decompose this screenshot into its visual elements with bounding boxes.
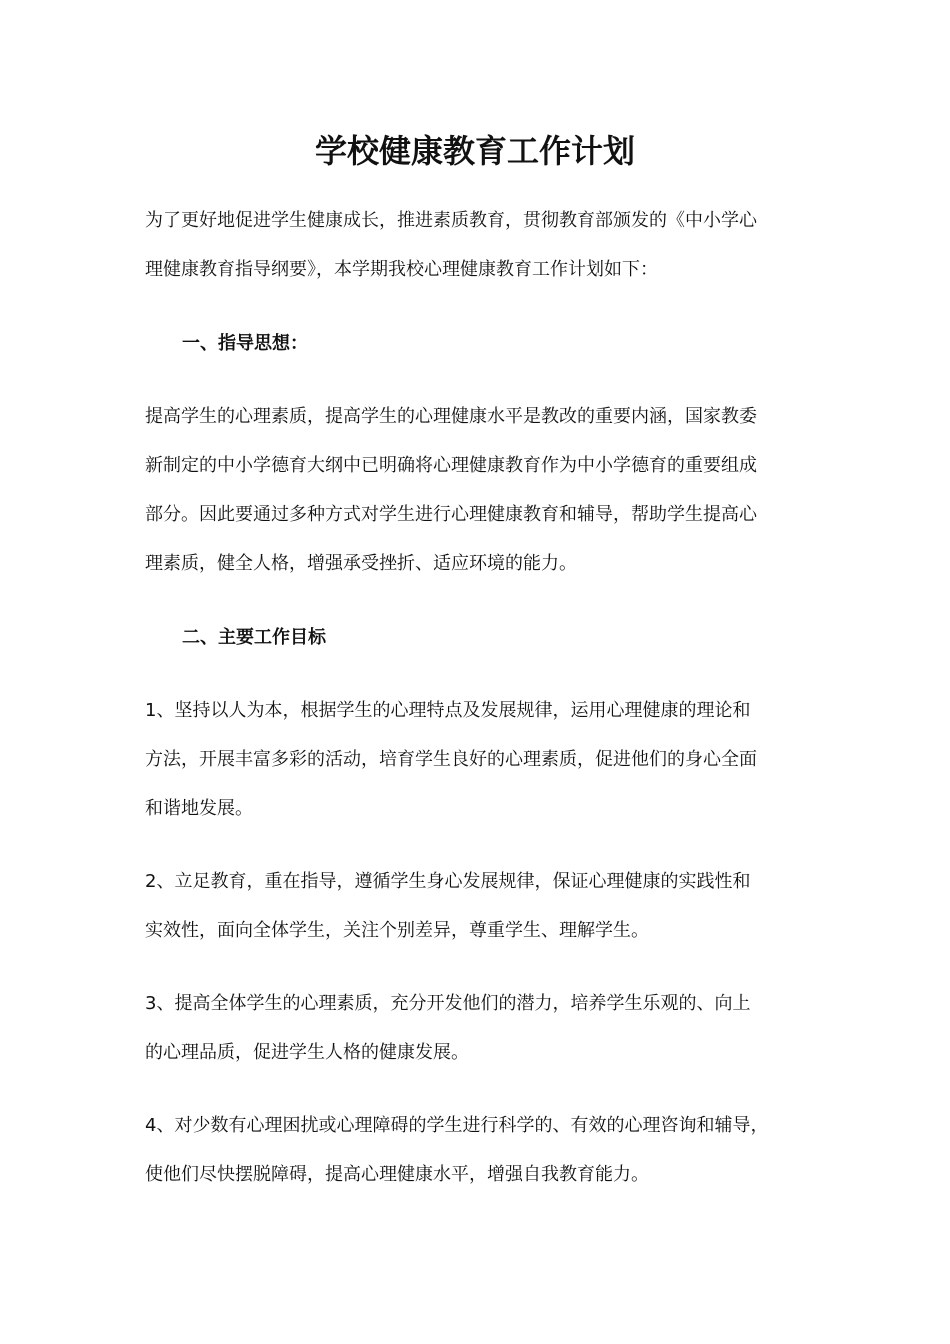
paragraph-line: 理素质，健全人格，增强承受挫折、适应环境的能力。 [145, 553, 577, 574]
paragraph-line: 1、坚持以人为本，根据学生的心理特点及发展规律，运用心理健康的理论和 [145, 700, 751, 721]
goal-item-1 [145, 686, 825, 833]
paragraph-line: 和谐地发展。 [145, 798, 253, 819]
paragraph-line: 3、提高全体学生的心理素质，充分开发他们的潜力，培养学生乐观的、向上 [145, 993, 751, 1014]
paragraph-line: 使他们尽快摆脱障碍，提高心理健康水平，增强自我教育能力。 [145, 1164, 649, 1185]
guiding-ideology-paragraph [145, 392, 825, 588]
goal-item-4 [145, 1101, 825, 1199]
intro-line: 为了更好地促进学生健康成长，推进素质教育，贯彻教育部颁发的《中小学心 [145, 210, 757, 231]
section-heading-guiding-ideology: 一、指导思想： [182, 333, 308, 354]
paragraph-line: 实效性，面向全体学生，关注个别差异，尊重学生、理解学生。 [145, 920, 649, 941]
paragraph-line: 新制定的中小学德育大纲中已明确将心理健康教育作为中小学德育的重要组成 [145, 455, 757, 476]
section-heading-work-goals: 二、主要工作目标 [182, 627, 326, 648]
paragraph-line: 2、立足教育，重在指导，遵循学生身心发展规律，保证心理健康的实践性和 [145, 871, 751, 892]
paragraph-line: 提高学生的心理素质，提高学生的心理健康水平是教改的重要内涵，国家教委 [145, 406, 757, 427]
intro-line: 理健康教育指导纲要》，本学期我校心理健康教育工作计划如下： [145, 259, 658, 280]
paragraph-line: 部分。因此要通过多种方式对学生进行心理健康教育和辅导，帮助学生提高心 [145, 504, 757, 525]
paragraph-line: 的心理品质，促进学生人格的健康发展。 [145, 1042, 469, 1063]
paragraph-line: 方法，开展丰富多彩的活动，培育学生良好的心理素质，促进他们的身心全面 [145, 749, 757, 770]
paragraph-line: 4、对少数有心理困扰或心理障碍的学生进行科学的、有效的心理咨询和辅导， [145, 1115, 769, 1136]
intro-paragraph [145, 196, 825, 294]
document-title: 学校健康教育工作计划 [314, 132, 635, 170]
goal-item-3 [145, 979, 825, 1077]
goal-item-2 [145, 857, 825, 955]
